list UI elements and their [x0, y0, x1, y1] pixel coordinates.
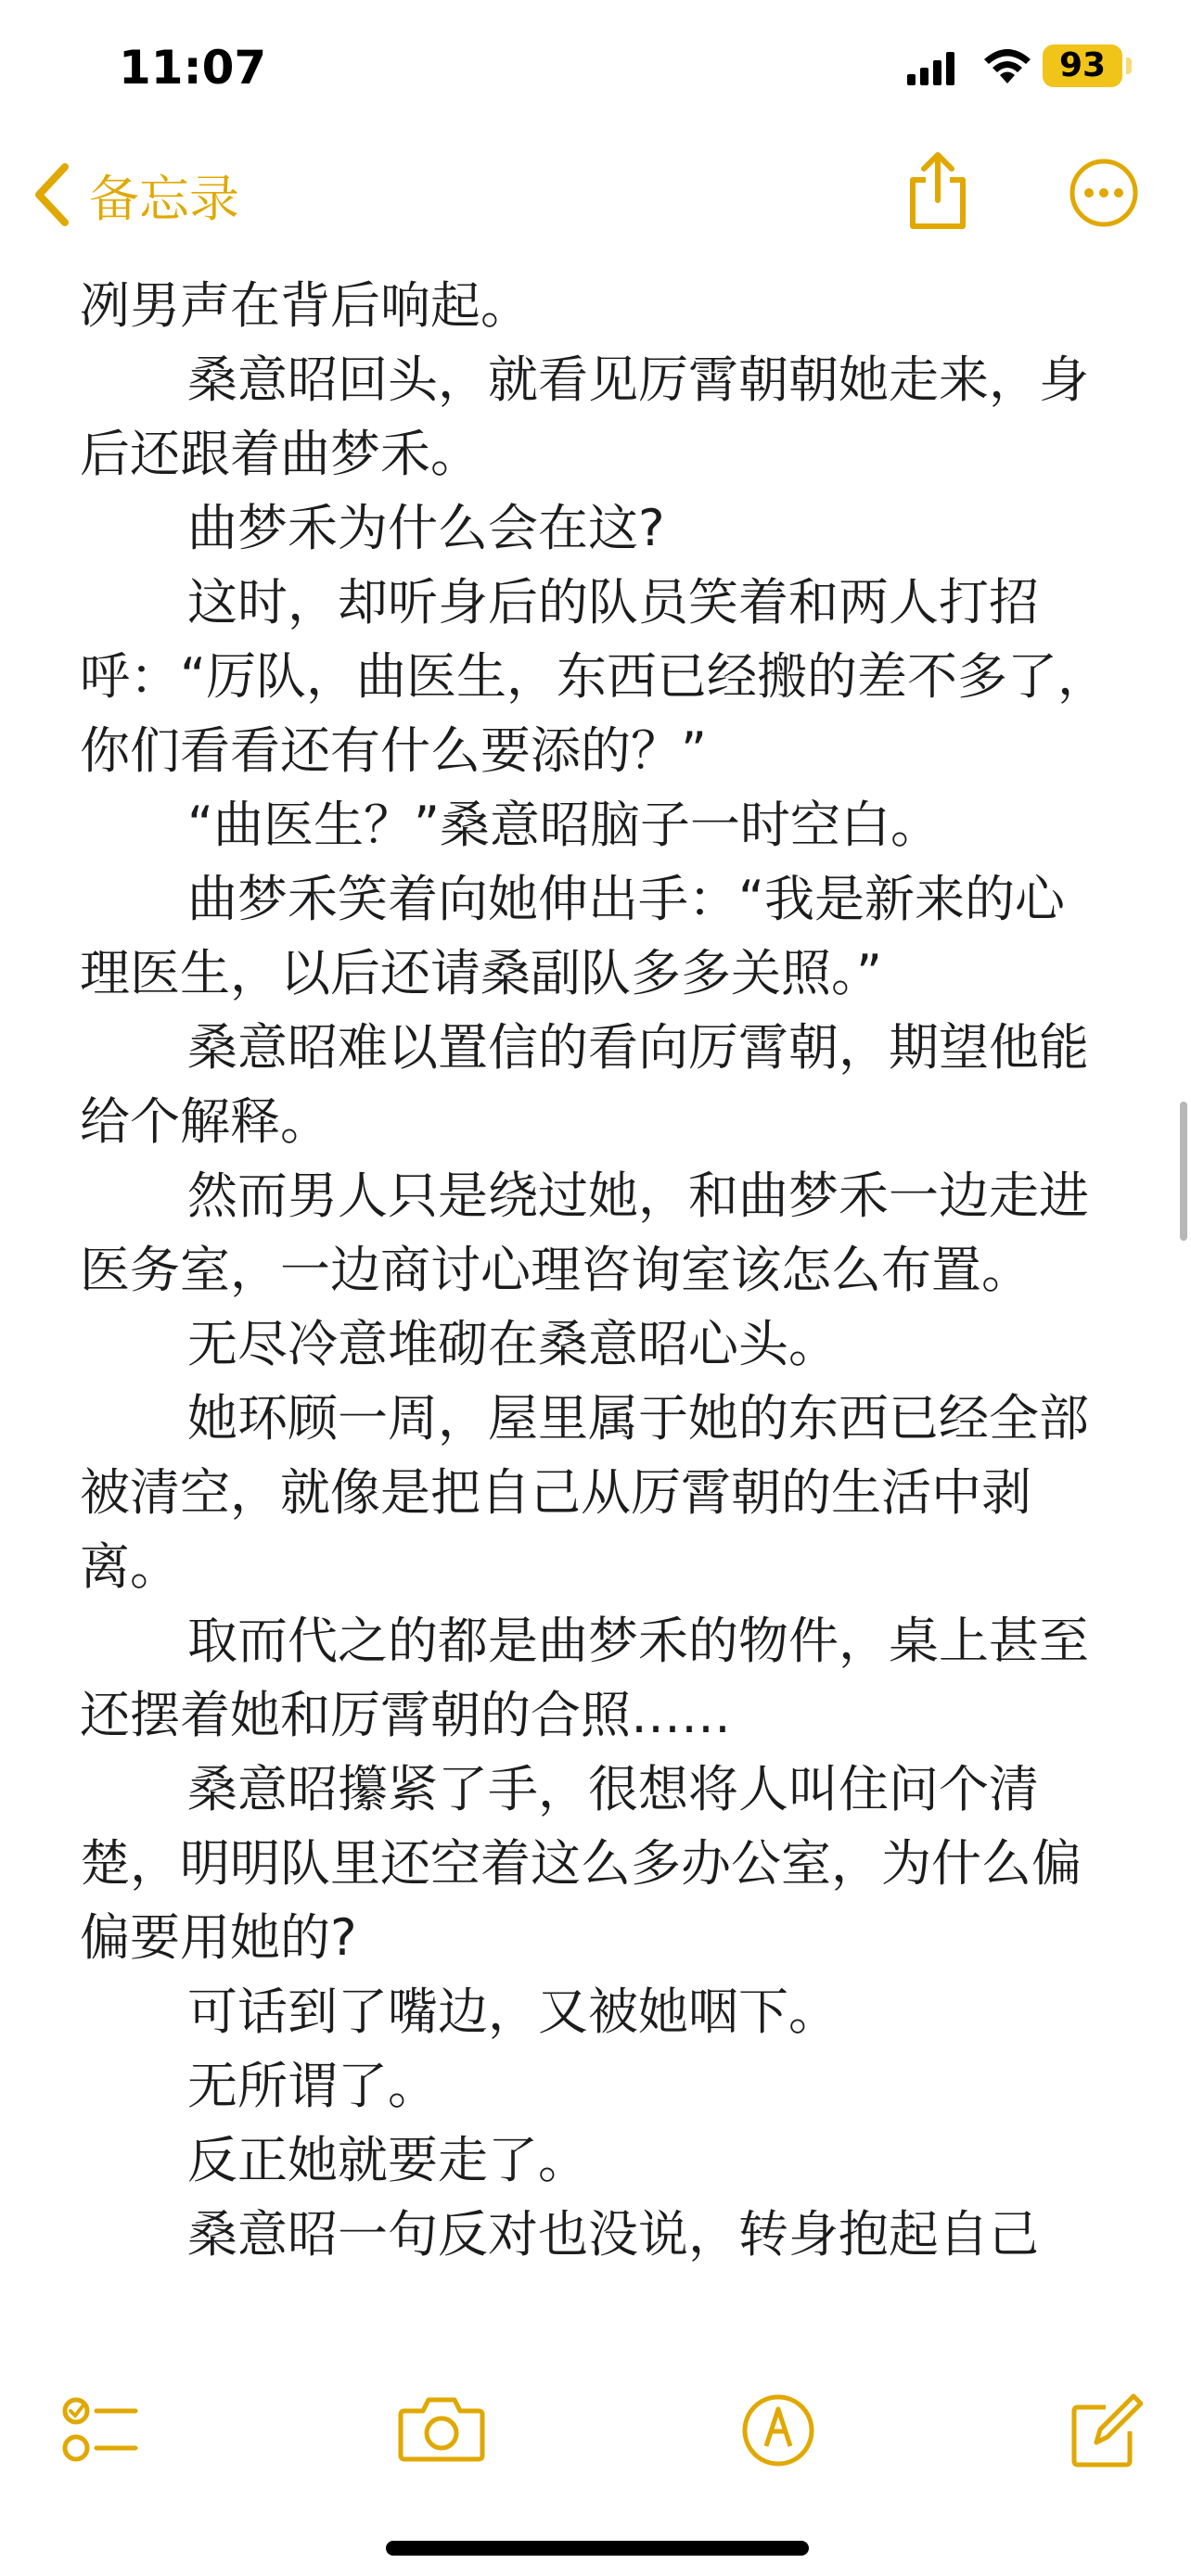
share-icon	[905, 148, 970, 232]
bottom-toolbar	[0, 2374, 1191, 2494]
note-paragraph: 这时，却听身后的队员笑着和两人打招呼：“厉队，曲医生，东西已经搬的差不多了，你们看看还有什么要添的？”	[80, 573, 1108, 780]
share-button[interactable]	[905, 148, 970, 236]
note-paragraph: 反正她就要走了。	[187, 2131, 588, 2189]
back-button[interactable]	[33, 158, 239, 232]
compose-button[interactable]	[1069, 2391, 1143, 2474]
more-button[interactable]	[1069, 158, 1139, 232]
home-indicator[interactable]	[386, 2541, 809, 2556]
note-body[interactable]	[80, 269, 1109, 2346]
note-paragraph: 然而男人只是绕过她，和曲梦禾一边走进医务室，一边商讨心理咨询室该怎么布置。	[80, 1167, 1089, 1299]
camera-button[interactable]	[397, 2391, 486, 2468]
note-paragraph: 取而代之的都是曲梦禾的物件，桌上甚至还摆着她和厉霄朝的合照……	[80, 1612, 1089, 1744]
back-label: 备忘录	[89, 169, 239, 228]
checklist-icon	[61, 2391, 141, 2470]
battery-indicator	[1043, 45, 1122, 87]
compose-icon	[1069, 2391, 1143, 2470]
note-paragraph: 桑意昭回头，就看见厉霄朝朝她走来，身后还跟着曲梦禾。	[80, 351, 1089, 483]
note-paragraph: 无所谓了。	[187, 2057, 438, 2115]
ellipsis-circle-icon	[1069, 158, 1139, 228]
note-paragraph: 曲梦禾笑着向她伸出手：“我是新来的心理医生，以后还请桑副队多多关照。”	[80, 870, 1065, 1002]
camera-icon	[397, 2391, 486, 2465]
battery-tip	[1126, 57, 1132, 74]
status-time: 11:07	[119, 41, 267, 95]
navigation-bar	[0, 139, 1191, 260]
markup-button[interactable]	[738, 2391, 818, 2474]
note-paragraph: 她环顾一周，屋里属于她的东西已经全部被清空，就像是把自己从厉霄朝的生活中剥离。	[80, 1389, 1089, 1596]
checklist-button[interactable]	[61, 2391, 141, 2474]
note-paragraph: 桑意昭攥紧了手，很想将人叫住问个清楚，明明队里还空着这么多办公室，为什么偏偏要用她的?	[80, 1760, 1082, 1967]
chevron-left-icon	[33, 163, 70, 226]
cellular-signal-icon	[907, 52, 959, 85]
note-paragraph: 无尽冷意堆砌在桑意昭心头。	[187, 1315, 839, 1373]
note-paragraph: 桑意昭一句反对也没说，转身抱起自己	[187, 2205, 1039, 2264]
note-paragraph: “曲医生？”桑意昭脑子一时空白。	[187, 796, 941, 854]
status-bar	[0, 0, 1191, 139]
note-paragraph: 冽男声在背后响起。	[80, 276, 531, 335]
note-paragraph: 桑意昭难以置信的看向厉霄朝，期望他能给个解释。	[80, 1018, 1089, 1151]
markup-pen-icon	[738, 2391, 818, 2470]
scroll-indicator[interactable]	[1180, 1102, 1187, 1241]
note-paragraph: 曲梦禾为什么会在这?	[187, 499, 665, 557]
wifi-icon	[981, 46, 1033, 85]
battery-level: 93	[1058, 46, 1107, 84]
note-paragraph: 可话到了嘴边，又被她咽下。	[187, 1983, 839, 2041]
